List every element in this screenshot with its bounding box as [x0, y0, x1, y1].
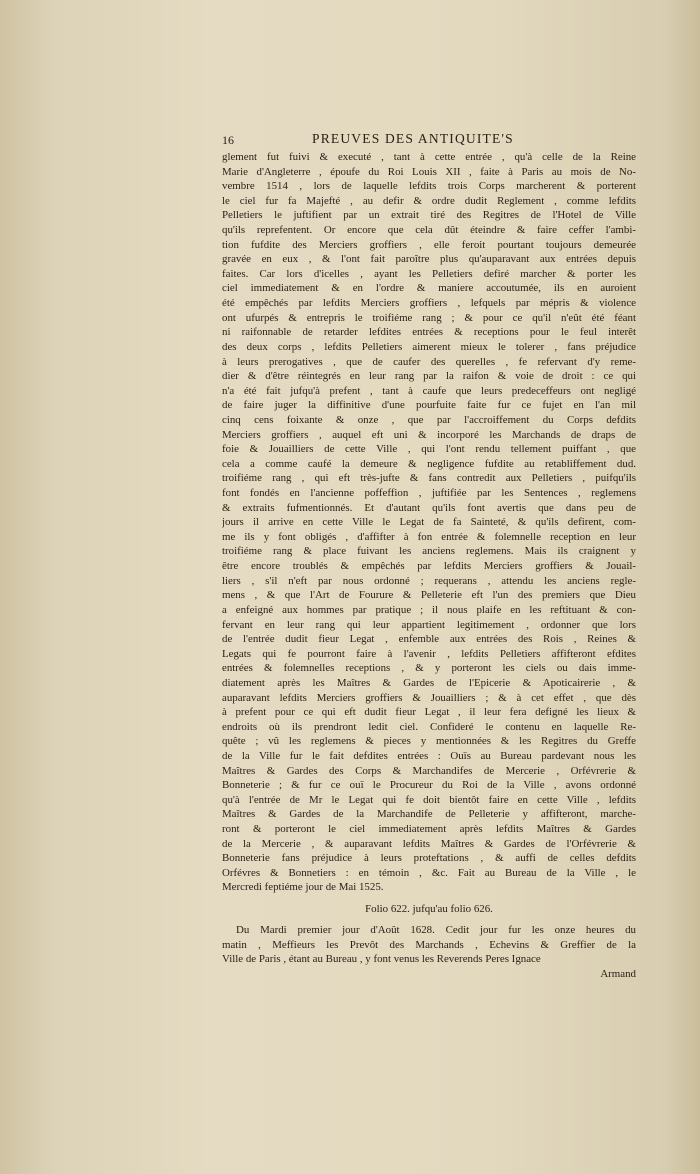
text-line: Merciers groffiers , auquel eft uni & incorporé les Marchands de draps de — [222, 428, 636, 441]
paragraph-1 — [222, 150, 636, 895]
running-head: PREUVES DES ANTIQUITE'S — [312, 131, 514, 146]
page-header — [222, 133, 636, 148]
text-line: cinq cens foixante & onze , que par l'accroiffement du Corps defdits — [222, 413, 636, 426]
text-line: me ils y font obligés , d'affifter à fon entrée & folemnelle reception en leur — [222, 530, 636, 543]
text-line: Mercredi feptiéme jour de Mai 1525. — [222, 881, 384, 894]
text-line: ni raifonnable de retarder lefdites entrées & receptions pour le feul interêt — [222, 326, 636, 339]
catchword: Armand — [600, 967, 636, 980]
text-line: mens , & que l'Art de Fourure & Pelleterie eft l'un des premiers que Dieu — [222, 589, 636, 602]
text-line: faites. Car lors d'icelles , ayant les Pelletiers defiré marcher & porter les — [222, 267, 636, 280]
text-line: Maîtres & Gardes des Corps & Marchandifes de Mercerie , Orfévrerie & — [222, 764, 636, 777]
text-line: a enfeigné aux hommes par pratique ; il nous plaife en les reftituant & con- — [222, 603, 636, 616]
text-line: Bonneterie fans préjudice à leurs proteftations , & auffi de celles defdits — [222, 852, 636, 865]
text-line: Bonneterie ; & fur ce ouï le Procureur du Roi de la Ville , avons ordonné — [222, 779, 636, 792]
text-line: Pelletiers le juftifient par un extrait tiré des Regitres de l'Hotel de Ville — [222, 209, 636, 222]
text-block — [222, 133, 636, 981]
text-line: tion fufdite des Merciers groffiers , elle feroit pourtant toujours demeurée — [222, 238, 636, 251]
paragraph-2 — [222, 923, 636, 967]
text-line: dier & d'être réintegrés en leur rang par la raifon & voie de droit : ce qui — [222, 370, 636, 383]
text-line: Orfévres & Bonnetiers : en témoin , &c. Fait au Bureau de la Ville , le — [222, 866, 636, 879]
text-line: matin , Meffieurs les Prevôt des Marchands , Echevins & Greffier de la — [222, 938, 636, 951]
text-line: troifiéme rang & place fuivant les anciens reglemens. Mais ils craignent y — [222, 545, 636, 558]
text-line: le ciel fur fa Majefté , au defir & ordre dudit Reglement , comme lefdits — [222, 194, 636, 207]
text-line: gravée en eux , & l'ont fait paroître plus qu'auparavant aux entrées depuis — [222, 253, 636, 266]
text-line: jours il arrive en cette Ville le Legat de fa Sainteté, & qu'ils defirent, com- — [222, 516, 636, 529]
text-line: des deux corps , lefdits Pelletiers aimerent mieux le tolerer , fans préjudice — [222, 340, 636, 353]
text-line: & extraits fufmentionnés. Et d'autant qu'ils font avertis que dans peu de — [222, 501, 636, 514]
text-line: Marie d'Angleterre , époufe du Roi Louis XII , faite à Paris au mois de No- — [222, 165, 636, 178]
text-line: entrées & folemnelles receptions , & y porteront les ciels ou dais imme- — [222, 662, 636, 675]
text-line: à leurs prerogatives , que de caufer des querelles , fe refervant d'y reme- — [222, 355, 636, 368]
text-line: de faire juger la diffinitive d'une pourfuite faite fur ce fujet en l'an mil — [222, 399, 636, 412]
text-line: ont ufurpés & entrepris le troifiéme rang ; & pour ce qu'il n'eût été féant — [222, 311, 636, 324]
text-line: auparavant lefdits Merciers groffiers & Jouailliers ; & à cet effet , que dès — [222, 691, 636, 704]
text-line: Maîtres & Gardes de la Marchandife de Pelleterie y affifteront, marche- — [222, 808, 636, 821]
text-line: été empêchés par lefdits Merciers groffiers , lefquels par mépris & violence — [222, 297, 636, 310]
text-line: qu'à l'entrée de Mr le Legat qui fe doit bientôt faire en cette Ville , lefdits — [222, 793, 636, 806]
text-line: ciel immediatement & en l'ordre & maniere accoutumée, ils en auroient — [222, 282, 636, 295]
text-line: glement fut fuivi & executé , tant à cette entrée , qu'à celle de la Reine — [222, 151, 636, 163]
text-line: fervant en leur rang qui leur appartient legitimement , ordonner que lors — [222, 618, 636, 631]
text-line: quête ; vû les reglemens & pieces y mentionnées & les Regitres du Greffe — [222, 735, 636, 748]
text-line: troifiéme rang , qui eft très-jufte & fans contredit aux Pelletiers , puifqu'ils — [222, 472, 636, 485]
folio-reference: Folio 622. jufqu'au folio 626. — [365, 903, 493, 916]
text-line: diatement après les Maîtres & Gardes de l'Epicerie & Apoticairerie , & — [222, 676, 636, 689]
text-line: liers , s'il n'eft par nous ordonné ; requerans , attendu les anciens regle- — [222, 574, 636, 587]
text-line: font fondés en l'ancienne poffeffion , juftifiée par les Sentences , reglemens — [222, 487, 636, 500]
text-line: ront & porteront le ciel immediatement après lefdits Maîtres & Gardes — [222, 823, 636, 836]
text-line: être encore troublés & empêchés par lefdits Merciers groffiers & Jouail- — [222, 560, 636, 573]
text-line: Ville de Paris , étant au Bureau , y font venus les Reverends Peres Ignace — [222, 953, 541, 966]
text-line: endroits où ils prendront ledit ciel. Confideré le contenu en laquelle Re- — [222, 720, 636, 733]
page-number: 16 — [222, 133, 234, 147]
text-line: de la Ville fur le fait defdites entrées : Ouïs au Bureau pardevant nous les — [222, 749, 636, 762]
text-line: Du Mardi premier jour d'Août 1628. Cedit jour fur les onze heures du — [236, 924, 636, 937]
text-line: vembre 1514 , lors de laquelle lefdits trois Corps marcherent & porterent — [222, 180, 636, 193]
text-line: de l'entrée dudit fieur Legat , enfemble aux entrées des Rois , Reines & — [222, 633, 636, 646]
text-line: à prefent pour ce qui eft dudit fieur Legat , il leur fera defigné les lieux & — [222, 706, 636, 719]
text-line: de la Mercerie , & auparavant lefdits Maîtres & Gardes de l'Orfévrerie & — [222, 837, 636, 850]
text-line: foie & Jouailliers de cette Ville , qui l'ont rendu tellement puiffant , que — [222, 443, 636, 456]
text-line: cela a comme caufé la demeure & negligence fufdite au retabliffement dud. — [222, 457, 636, 470]
text-line: Legats qui fe pourront faire à l'avenir , lefdits Pelletiers affifteront efdites — [222, 647, 636, 660]
text-line: qu'ils reprefentent. Or encore que cela dût éteindre & faire ceffer l'ambi- — [222, 224, 636, 237]
text-line: n'a été fait jufqu'à prefent , tant à caufe que leurs predeceffeurs ont negligé — [222, 384, 636, 397]
